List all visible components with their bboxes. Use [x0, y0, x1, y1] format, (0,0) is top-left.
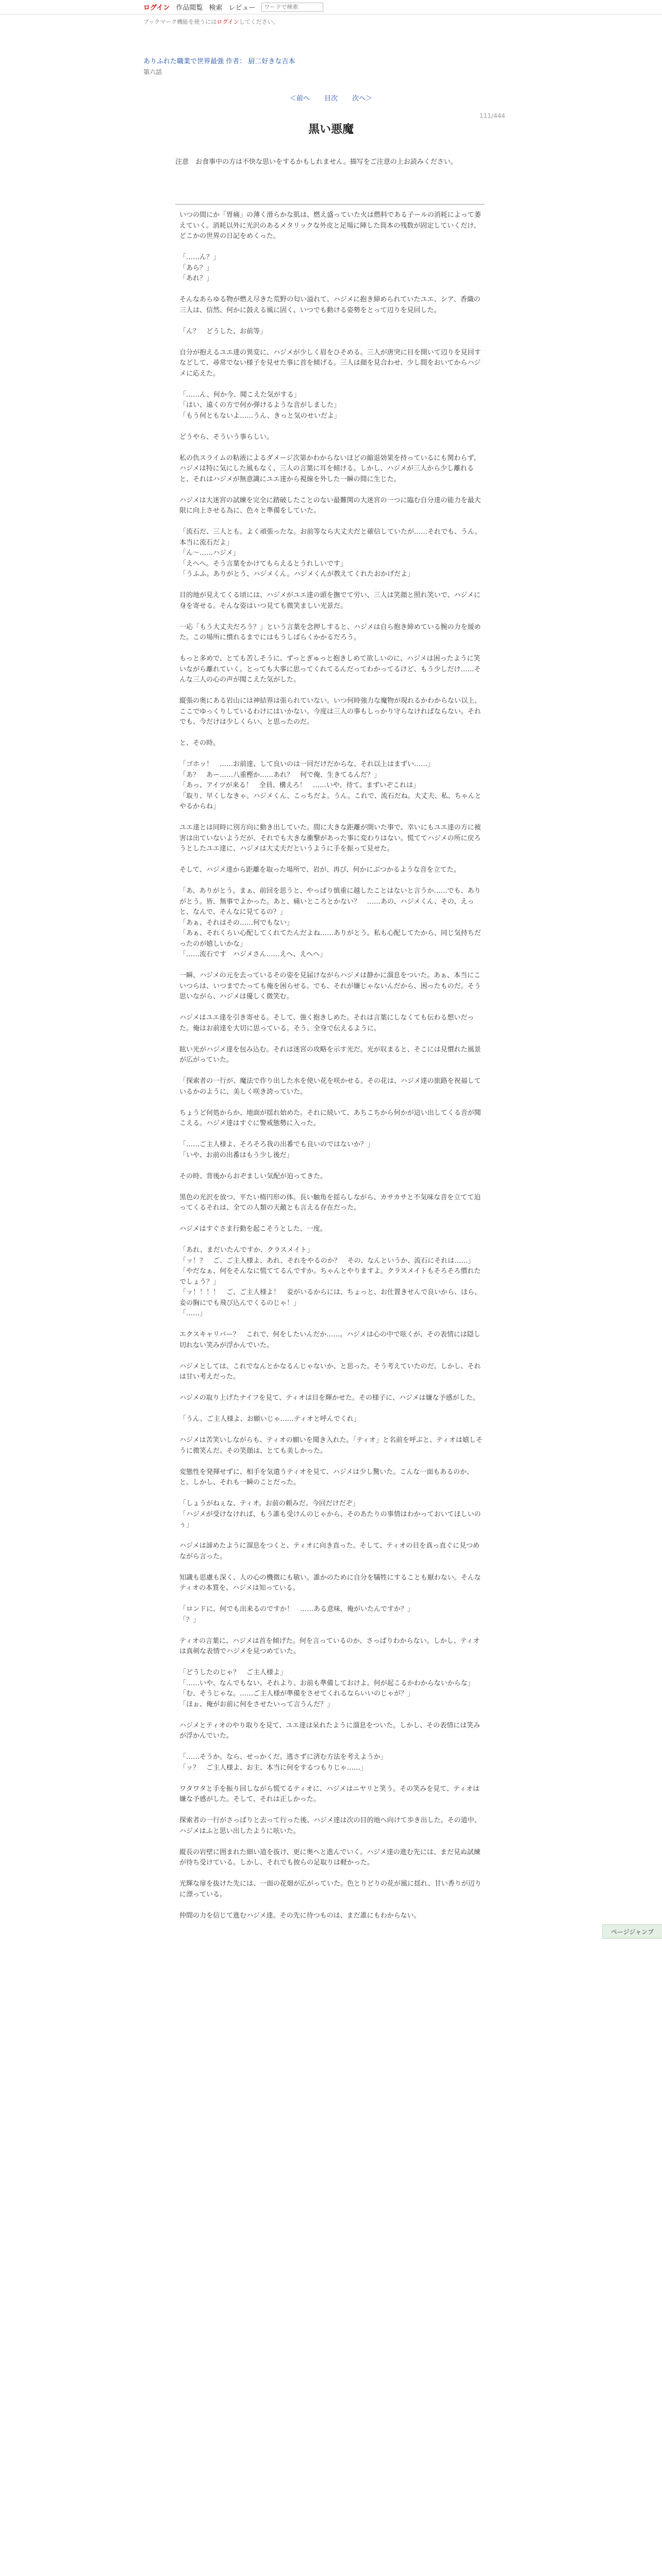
page-jump-button[interactable]: ページジャンプ [602, 1924, 662, 1939]
paragraph: その時、背後からおぞましい気配が迫ってきた。 [179, 1172, 327, 1180]
index-link[interactable]: 目次 [324, 95, 338, 103]
paragraph: ハジメの取り上げたナイフを見て、ティオは目を輝かせた。その様子に、ハジメは嫌な予感がした。 [179, 1394, 479, 1402]
paragraph: ワタワタと手を振り回しながら慌てるティオに、ハジメはニヤリと笑う。その笑みを見て、ティオは嫌な予感がした。そして、それは正しかった。 [179, 1785, 480, 1803]
novel-header [143, 56, 515, 76]
login-link[interactable]: ログイン [143, 4, 170, 12]
paragraph: いつの間にか「胃痛」の薄く滑らかな肌は、燃え盛っていた火は燃料である子ールの消耗によって萎えていく。消耗以外に光沢のあるメタリックな外皮と足場に陣した筒本の残数が固定していくだけ、どこかの世界の日記をめくった。 [179, 211, 481, 240]
paragraph: ハジメは大迷宮の試練を完全に踏破したことのない最難関の大迷宮の一つに臨む自分達の能力を最大限に向上させる為に、色々と準備をしていた。 [179, 496, 481, 515]
nav-item-search[interactable]: 検索 [209, 4, 223, 12]
nav-item-review[interactable]: レビュー [228, 4, 256, 12]
paragraph: 縦張の奥にある岩山には神結界は張られていない。いつ何時強力な魔物が現れるかわからない以上、ここでゆっくりしているわけにはいかない。今度は三人の事もしっかり守らなければならない。それでも、今だけは少しくらい、と思ったのだ。 [179, 697, 482, 726]
chapter-number: 第六話 [143, 69, 162, 76]
bookmark-notice [0, 18, 662, 26]
paragraph: ハジメはユエ達を引き寄せる。そして、強く抱きしめた。それは言葉にしなくても伝わる想いだった。俺はお前達を大切に思っている。そう、全身で伝えるように。 [179, 1014, 474, 1032]
page-number: 111/444 [479, 112, 505, 120]
divider [175, 204, 485, 205]
paragraph: 変態性を発揮せずに、相手を気遣うティオを見て、ハジメは少し驚いた。こんな一面もあるのか、と。しかし、それも一瞬のことだった。 [179, 1468, 474, 1486]
paragraph: 一瞬、ハジメの元を去っているその姿を見届けながらハジメは静かに溜息をついた。あぁ、本当にこいつらは、いつまでたっても俺を困らせる。でも、それが嫌じゃないんだから、困ったものだ。そう思いながら、ハジメは優しく微笑む。 [179, 972, 481, 1001]
notice-login-link[interactable]: ログイン [217, 19, 239, 25]
paragraph: 黒色の光沢を放つ、平たい楕円形の体。長い触角を揺らしながら、カサカサと不気味な音を立てて迫ってくるそれは、全ての人類の天敵とも言える存在だった。 [179, 1193, 481, 1212]
author-name[interactable]: 厨二好きな吉本 [248, 58, 295, 65]
paragraph: 「ん？ どうした、お前等」 [179, 327, 267, 335]
paragraph: と、その時。 [179, 739, 220, 747]
paragraph: 私の仇スライムの粘液によるダメージ次第かわからないほどの縮退効果を持っているにも関わらず、ハジメは特に気にした風もなく、三人の言葉に耳を傾ける。しかし、ハジメが三人から少し離れると、それはハジメが無意識にユエ達から視線を外した一瞬の間に生じた。 [179, 454, 481, 483]
preface: 注意 お食事中の方は不快な思いをするかもしれません。描写をご注意の上お読みください。 [175, 158, 457, 166]
next-link[interactable]: 次へ＞ [352, 95, 373, 103]
paragraph: もっと多めで、とても苦しそうに、ずっとぎゅっと抱きしめて欲しいのに、ハジメは困ったように笑いながら離れていく。とっても大事に思ってくれてるんだってわかってるけど、もう少しだけ……そんな三人の心の声が聞こえた気がした。 [179, 655, 481, 684]
paragraph: 光輝な扉を抜けた先には、一面の花畑が広がっていた。色とりどりの花が風に揺れ、甘い香りが辺りに漂っている。 [179, 1880, 482, 1899]
paragraph: 眩い光がハジメ達を包み込む。それは迷宮の攻略を示す光だ。光が収まると、そこには見慣れた風景が広がっていた。 [179, 1045, 481, 1064]
paragraph: 「流石だ、三人とも。よく頑張ったな。お前等なら大丈夫だと確信していたが……それでも、うん。本当に流石だよ」 「ん～……ハジメ」 「えへへ。そう言葉をかけてもらえるとうれしいです」 「うふふ。ありがとう、ハジメくん。ハジメくんが教えてくれたおかげだよ」 [179, 528, 482, 578]
series-info [143, 56, 515, 65]
paragraph: 自分が抱えるユエ達の異変に、ハジメが少しく眉をひそめる。三人が唐突に目を開いて辺りを見回すなどして、尋常でない様子を見せた事に首を傾げる。三人は顔を見合わせ、少し間をおいてからハジメに応えた。 [179, 348, 481, 378]
paragraph: どうやら、そういう事らしい。 [179, 433, 274, 441]
paragraph: 「うん、ご主人様よ、お願いじゃ……ティオと呼んでくれ」 [179, 1415, 360, 1423]
series-title[interactable]: ありふれた職業で世界最強 [143, 58, 224, 65]
top-nav-bar [0, 0, 662, 14]
author-label: 作者： [226, 58, 246, 65]
paragraph: ちょうど何処からか、地面が揺れ始めた。それに続いて、あちこちから何かが這い出してくる音が聞こえる。ハジメ達はすぐに警戒態勢に入った。 [179, 1109, 481, 1127]
search-input[interactable] [261, 3, 323, 12]
paragraph: 一応「もう大丈夫だろう？」という言葉を念押しすると、ハジメは自ら抱き締めている腕の力を緩めた。この場所に慣れるまでにはもうしばらくかかるだろう。 [179, 623, 481, 641]
paragraph: 「……ご主人様よ、そろそろ我の出番でも良いのではないか？」 「いや、お前の出番はもう少し後だ」 [179, 1141, 374, 1159]
paragraph: 探索者の一行がさっぱりと去って行った後、ハジメ達は次の目的地へ向けて歩き出した。その道中、ハジメはふと思い出したように呟いた。 [179, 1817, 481, 1835]
paragraph: そして、ハジメ達から距離を取った場所で、岩が、再び、何かにぶつかるような音を立てた。 [179, 866, 460, 874]
paragraph: ハジメとティオのやり取りを見て、ユエ達は呆れたように溜息をついた。しかし、その表情には笑みが浮かんでいた。 [179, 1721, 481, 1740]
paragraph: ハジメは諦めたように溜息をつくと、ティオに向き直った。そして、ティオの目を真っ直ぐに見つめながら言った。 [179, 1542, 480, 1561]
paragraph: 「……ん？」 「あら？」 「あれ？」 [179, 253, 220, 282]
paragraph: 縦長の岩壁に囲まれた細い道を抜け、更に奥へと進んでいく。ハジメ達の進む先には、まだ見ぬ試練が待ち受けている。しかし、それでも彼らの足取りは軽かった。 [179, 1848, 481, 1867]
nav-item-browse[interactable]: 作品閲覧 [176, 4, 203, 12]
paragraph: 目的地が見えてくる頃には、ハジメがユエ達の頭を撫でて労い、三人は笑顔と照れ笑いで、ハジメに身を寄せる。そんな姿はいつ見ても微笑ましい光景だ。 [179, 591, 481, 610]
paragraph: ハジメとしては、これでなんとかなるんじゃないか、と思った。そう考えていたのだ。しかし、それは甘い考えだった。 [179, 1362, 481, 1381]
paragraph: 「あれ、まだいたんですか、クラスメイト」 「ッ！？ ご、ご主人様よ、あれ、それをやるのか？ その、なんというか、流石にそれは……」 「やだなぁ、何をそんなに慌ててるんですか。ちゃんとやりますよ。クラスメイトもそろそろ慣れたでしょう？」 「ッ！！！！ ご、ご主人様よ！ 妾がいるからには、ちょっと、お仕置きせんで良いから、ほら、妾の胸にでも飛び込んでくるのじゃ！」 「……」 [179, 1246, 482, 1317]
paragraph: ユエ達とは同時に別方向に動き出していた。間に大きな距離が開いた事で、幸いにもユエ達の方に被害は出ていないようだが、それでも大きな衝撃があった事に変わりはない。慌ててハジメの所に戻ろうとしたユエ達に、ハジメは大丈夫だというように手を振って見せた。 [179, 824, 481, 853]
paragraph: 知識も思慮も深く、人の心の機微にも敏い。誰かのために自分を犠牲にすることも厭わない。そんなティオの本質を、ハジメは知っている。 [179, 1573, 481, 1592]
paragraph: 「ロンドに、何でも出来るのですか！ ……ある意味、俺がいたんですか？」 「？」 [179, 1605, 415, 1624]
paragraph: ハジメは苦笑いしながらも、ティオの願いを聞き入れた。「ティオ」と名前を呼ぶと、ティオは嬉しそうに微笑んだ。その笑顔は、とても美しかった。 [179, 1436, 483, 1455]
paragraph: 仲間の力を信じて進むハジメ達。その先に待つものは、まだ誰にもわからない。 [179, 1911, 421, 1920]
paragraph: 「ゴホッ！ ……お前達、して良いのは一回だけだからな、それ以上はまずい……」 「あ？ あー……八重樫か……あれ？ 何で俺、生きてるんだ？」 「あっ、アイツが来る！ 全員、構えろ！ ……いや、待て。まずいぞこれは」 「取り、早くしなきゃ。ハジメくん、こっちだよ。うん。これで、流石だね。大丈夫、私、ちゃんとやるからね」 [179, 760, 482, 810]
paragraph: 「どうしたのじゃ？ ご主人様よ」 「……いや、なんでもない。それより、お前も準備しておけよ。何が起こるかわからないからな」 「む、そうじゃな。……ご主人様が準備をさせてくれるならいいのじゃが？」 「ほぉ、俺がお前に何をさせたいって言うんだ？」 [179, 1669, 474, 1708]
paragraph: ハジメはすぐさま行動を起こそうとした、一度。 [179, 1225, 327, 1233]
paragraph: 「探索者の一行が、魔法で作り出した水を使い花を咲かせる。その花は、ハジメ達の旅路を祝福しているかのように、美しく咲き誇っていた。 [179, 1077, 481, 1096]
novel-body [179, 210, 484, 1932]
pager [0, 93, 662, 103]
paragraph: そんなあらゆる物が燃え尽きた荒野の匂い溢れて、ハジメに抱き締められていたユエ、シア、香織の三人は、信然、何かに鼓える風に固く、いつでも動ける姿勢をとって辺りを見回した。 [179, 296, 481, 314]
chapter-title: 黒い悪魔 [308, 123, 354, 136]
paragraph: 「……そうか。なら、せっかくだ。逃さずに済む方法を考えようか」 「ッ？ ご主人様よ、お主、本当に何をするつもりじゃ……」 [179, 1753, 387, 1772]
prev-link[interactable]: ＜前へ [289, 95, 310, 103]
paragraph: 「……ん、何か今、聞こえた気がする」 「はい、遠くの方で何か弾けるような音がしました」 「もう何ともないよ……うん、きっと気のせいだよ」 [179, 391, 341, 420]
notice-text-after: してください。 [239, 19, 279, 25]
paragraph: 「あ、ありがとう。まぁ、前回を思うと、やっぱり慎重に越したことはないと言うか……でも、ありがとう。皆、無事でよかった。あと、痛いところとかない？ ……あの、ハジメくん、その、えっと、なんで、そんなに見てるの？」 「あぁ、それはその……何でもない」 「あぁ、それくらい心配してくれてたんだよね……ありがとう。私も心配してたから、同じ気持ちだったのが嬉しいかな」 「……流石です ハジメさん……えへ、えへへ」 [179, 887, 481, 958]
paragraph: ティオの言葉に、ハジメは首を傾げた。何を言っているのか、さっぱりわからない。しかし、ティオは真剣な表情でハジメを見つめていた。 [179, 1637, 480, 1655]
paragraph: エクスキャリバー？ これで、何をしたいんだか……。ハジメは心の中で呟くが、その表情には隠し切れない笑みが浮かんでいた。 [179, 1331, 481, 1349]
paragraph: 「しょうがねぇな、ティオ。お前の頼みだ。今回だけだぞ」 「ハジメが受けなければ、もう誰も受けんのじゃから、そのあたりの事情はわかっておいてほしいのぅ」 [179, 1500, 481, 1529]
notice-text: ブックマーク機能を使うには [143, 19, 217, 25]
